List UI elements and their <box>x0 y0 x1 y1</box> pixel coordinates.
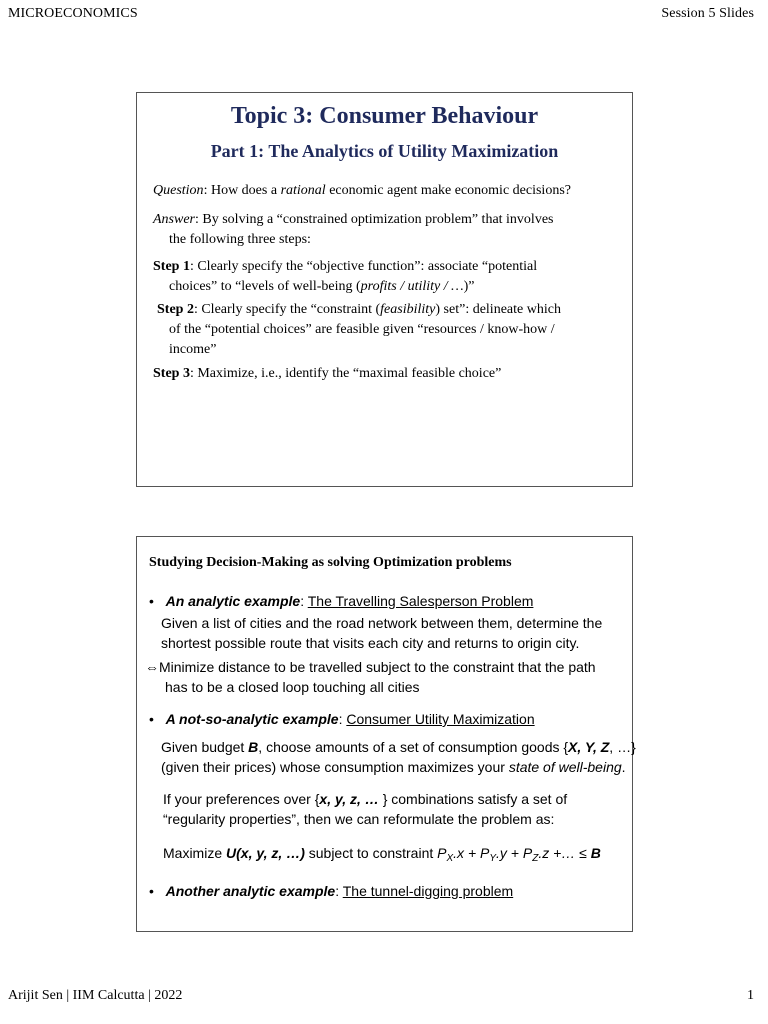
budget-line2: (given their prices) whose consumption maximizes your <box>161 759 509 775</box>
step2-text: : Clearly specify the “constraint ( <box>193 302 381 317</box>
step2-paragraph <box>157 300 561 360</box>
formula-term: .y + P <box>496 845 533 861</box>
budget-text-mid: , choose amounts of a set of consumption goods { <box>258 739 569 755</box>
bullet-not-so-analytic-example <box>149 709 535 729</box>
step1-text: : Clearly specify the “objective function”: associate “potential <box>189 259 538 274</box>
well-being-emphasis: state of well-being <box>508 759 622 775</box>
formula-text: Maximize <box>163 845 227 861</box>
slide-consumer-behaviour <box>136 92 633 487</box>
slide-heading: Studying Decision-Making as solving Optimization problems <box>149 555 512 570</box>
step1-text-end: )” <box>463 279 475 294</box>
question-text-end: economic agent make economic decisions? <box>325 183 571 198</box>
budget-line2-end: . <box>621 759 626 775</box>
goods-symbols: X, Y, Z <box>568 739 610 755</box>
equivalence-arrow-icon: ⇔ <box>145 659 159 675</box>
formula-text-mid: subject to constraint <box>304 845 438 861</box>
step2-text-mid: ) set”: delineate which <box>435 302 561 317</box>
slide-subtitle: Part 1: The Analytics of Utility Maximization <box>210 141 559 161</box>
formula-term: .x + P <box>453 845 490 861</box>
bullet-label: A not-so-analytic example <box>165 711 339 727</box>
answer-paragraph <box>153 210 553 250</box>
pref-text: If your preferences over { <box>163 791 320 807</box>
bullet-analytic-example <box>149 591 533 611</box>
tsp-desc-line1: Given a list of cities and the road network between them, determine the <box>161 615 603 631</box>
bullet-label: Another analytic example <box>165 883 336 899</box>
step1-text-line2: choices” to “levels of well-being ( <box>169 279 361 294</box>
price-subscript-y: Y <box>489 853 497 864</box>
budget-text: Given budget <box>161 739 249 755</box>
question-text: : How does a <box>203 183 281 198</box>
price-subscript-x: X <box>446 853 454 864</box>
step1-label: Step 1 <box>153 259 190 274</box>
step2-emphasis: feasibility <box>380 302 436 317</box>
step3-label: Step 3 <box>153 366 190 381</box>
tsp-equivalence <box>145 657 596 697</box>
bullet-separator: : <box>335 883 343 899</box>
preferences-description <box>163 789 567 829</box>
header-course-title: MICROECONOMICS <box>8 6 138 21</box>
bullet-marker: • <box>149 593 154 609</box>
topic-tunnel-digging: The tunnel-digging problem <box>342 883 514 899</box>
step1-paragraph <box>153 257 537 297</box>
step3-text: : Maximize, i.e., identify the “maximal feasible choice” <box>189 366 502 381</box>
page-number: 1 <box>747 988 754 1003</box>
bullet-marker: • <box>149 711 154 727</box>
bullet-separator: : <box>300 593 308 609</box>
bullet-separator: : <box>338 711 347 727</box>
step1-emphasis: profits / utility / … <box>360 279 464 294</box>
pref-symbols: x, y, z, … <box>319 791 379 807</box>
bullet-marker: • <box>149 883 154 899</box>
budget-symbol: B <box>248 739 259 755</box>
price-subscript-z: Z <box>532 853 539 864</box>
tsp-desc-line2: shortest possible route that visits each city and returns to origin city. <box>161 635 580 651</box>
pref-text-end: } combinations satisfy a set of <box>378 791 568 807</box>
utility-args: (x, y, z, …) <box>236 845 305 861</box>
slide-title: Topic 3: Consumer Behaviour <box>230 103 539 129</box>
question-label: Question <box>153 183 204 198</box>
footer-author: Arijit Sen | IIM Calcutta | 2022 <box>8 988 183 1003</box>
question-emphasis: rational <box>280 183 326 198</box>
budget-symbol: B <box>590 845 601 861</box>
answer-text-line2: the following three steps: <box>169 232 311 247</box>
pref-line2: “regularity properties”, then we can reformulate the problem as: <box>163 811 555 827</box>
step2-text-line2: of the “potential choices” are feasible given “resources / know-how / <box>169 322 555 337</box>
topic-consumer-utility-maximization: Consumer Utility Maximization <box>346 711 535 727</box>
step3-paragraph <box>153 364 501 384</box>
formula-term: .z +… ≤ <box>538 845 591 861</box>
budget-text-end: , …} <box>609 739 636 755</box>
tsp-equiv-line2: has to be a closed loop touching all cities <box>165 679 420 695</box>
header-session-label: Session 5 Slides <box>661 6 754 21</box>
step2-label: Step 2 <box>157 302 194 317</box>
maximize-formula <box>163 843 601 869</box>
bullet-another-analytic-example <box>149 881 513 901</box>
tsp-description <box>161 613 602 653</box>
bullet-label: An analytic example <box>165 593 301 609</box>
budget-description <box>161 737 636 777</box>
answer-text: : By solving a “constrained optimization problem” that involves <box>195 212 554 227</box>
tsp-equiv-line1: Minimize distance to be travelled subject to the constraint that the path <box>159 659 596 675</box>
utility-symbol: U <box>226 845 237 861</box>
answer-label: Answer <box>153 212 195 227</box>
step2-text-line3: income” <box>169 342 217 357</box>
question-paragraph <box>153 181 571 201</box>
price-symbol: P <box>437 845 447 861</box>
topic-travelling-salesperson: The Travelling Salesperson Problem <box>307 593 534 609</box>
slide-optimization-problems <box>136 536 636 932</box>
